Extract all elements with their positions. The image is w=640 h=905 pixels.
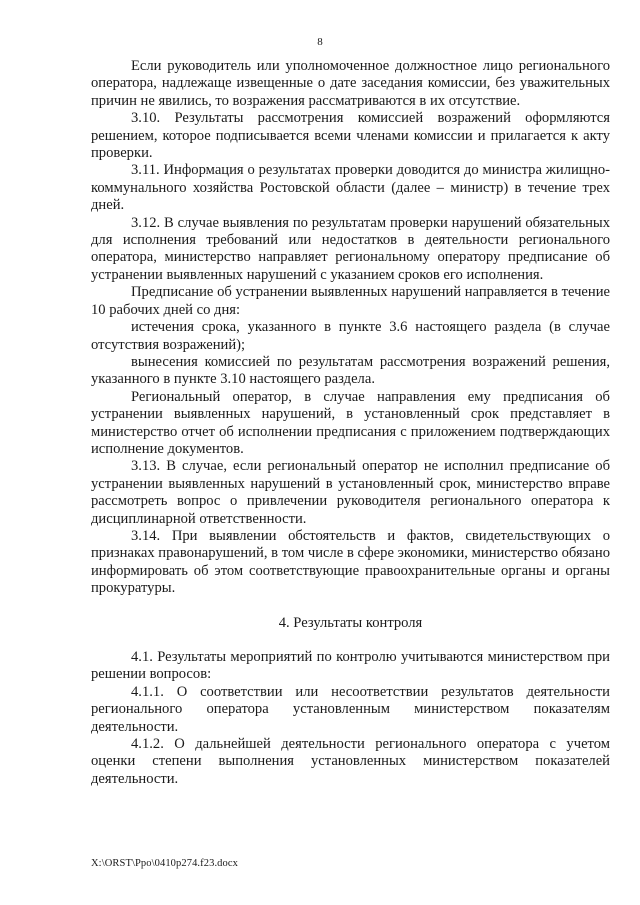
paragraph-prescription: Предписание об устранении выявленных нарушений направляется в течение 10 рабочих дней со дня: [91,284,610,318]
paragraph-absence-notice: Если руководитель или уполномоченное должностное лицо регионального оператора, надлежаще извещенные о дате заседания комиссии, без уважительных причин не явились, то возражения рассматриваются в их отсутствие. [91,58,610,109]
paragraph-3-13: 3.13. В случае, если региональный оператор не исполнил предписание об устранении выявленных нарушений в установленный срок, министерство вправе рассмотреть вопрос о привлечении руководителя регионального оператора к дисциплинарной ответственности. [91,458,610,527]
paragraph-3-14: 3.14. При выявлении обстоятельств и фактов, свидетельствующих о признаках правонарушений, в том числе в сфере экономики, министерство обязано информировать об этом соответствующие правоохранительные органы и органы прокуратуры. [91,527,610,597]
paragraph-4-1-1: 4.1.1. О соответствии или несоответствии результатов деятельности регионального оператора установленным министерством показателям деятельности. [91,683,610,735]
document-body [91,58,610,788]
paragraph-operator-report: Региональный оператор, в случае направления ему предписания об устранении выявленных нарушений, в установленный срок представляет в министерство отчет об исполнении предписания с приложением подтверждающих исполнение документов. [91,388,610,457]
paragraph-4-1-2: 4.1.2. О дальнейшей деятельности регионального оператора с учетом оценки степени выполнения установленных министерством показателей деятельности. [91,736,610,787]
paragraph-3-12: 3.12. В случае выявления по результатам проверки нарушений обязательных для исполнения требований или недостатков в деятельности регионального оператора, министерство направляет региональному оператору предписание об устранении выявленных нарушений с указанием сроков его исполнения. [91,214,610,283]
paragraph-deadline-expiry: истечения срока, указанного в пункте 3.6 настоящего раздела (в случае отсутствия возражений); [91,319,610,353]
paragraph-3-10: 3.10. Результаты рассмотрения комиссией возражений оформляются решением, которое подписывается всеми членами комиссии и прилагается к акту проверки. [91,110,610,162]
paragraph-4-1: 4.1. Результаты мероприятий по контролю учитываются министерством при решении вопросов: [91,649,610,683]
paragraph-3-11: 3.11. Информация о результатах проверки доводится до министра жилищно-коммунального хозяйства Ростовской области (далее – министр) в течение трех дней. [91,162,610,214]
page-number: 8 [317,36,323,48]
section-4-heading: 4. Результаты контроля [278,614,423,631]
file-path-footer: X:\ORST\Ppo\0410p274.f23.docx [91,858,238,869]
spacer [91,598,610,615]
paragraph-commission-decision: вынесения комиссией по результатам рассмотрения возражений решения, указанного в пункте 3.10 настоящего раздела. [91,353,610,388]
spacer [91,632,610,649]
